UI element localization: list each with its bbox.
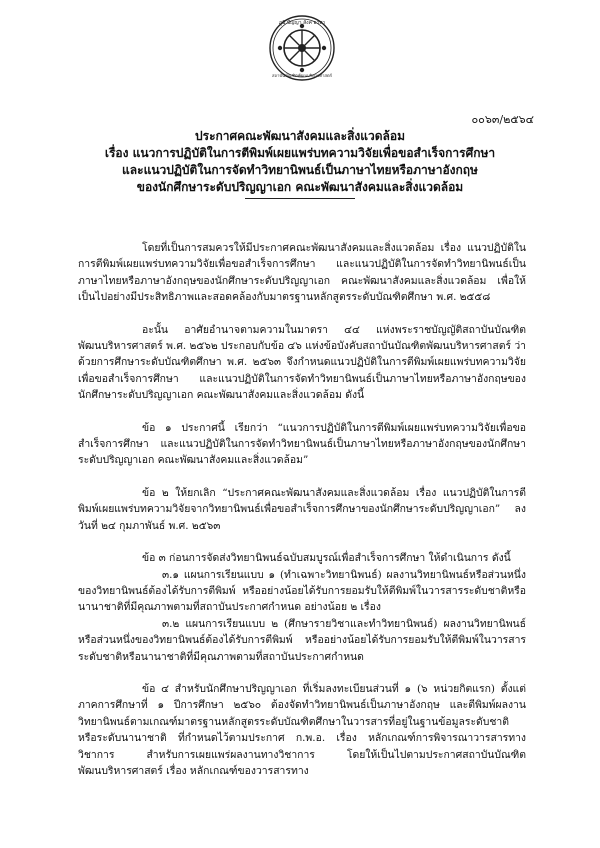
paragraph-clause-2: ข้อ ๒ ให้ยกเลิก “ประกาศคณะพัฒนาสังคมและสิ่งแวดล้อม เรื่อง แนวปฏิบัติในการตีพิมพ์เผยแพร่บทความวิจัยจากวิทยานิพนธ์เพื่อขอสำเร็จการศึกษาของนักศึกษาระดับปริญญาเอก” ลงวันที่ ๒๔ กุมภาพันธ์ พ.ศ. ๒๕๖๓	[78, 486, 526, 532]
dharma-wheel-seal-icon	[268, 14, 336, 82]
paragraph-preamble: โดยที่เป็นการสมควรให้มีประกาศคณะพัฒนาสังคมและสิ่งแวดล้อม เรื่อง แนวปฏิบัติในการตีพิมพ์เผยแพร่บทความวิจัยเพื่อขอสำเร็จการศึกษา และแนวปฏิบัติในการจัดทำวิทยานิพนธ์เป็นภาษาไทยหรือภาษาอังกฤษของนักศึกษาระดับปริญญาเอก คณะพัฒนาสังคมและสิ่งแวดล้อม เพื่อให้เป็นไปอย่างมีประสิทธิภาพและสอดคล้องกับมาตรฐานหลักสูตรระดับบัณฑิตศึกษา พ.ศ. ๒๕๕๘	[78, 242, 526, 304]
announcement-heading	[80, 128, 520, 199]
heading-line-1: ประกาศคณะพัฒนาสังคมและสิ่งแวดล้อม	[195, 129, 405, 143]
paragraph-authority: อะนั้น อาศัยอำนาจตามความในมาตรา ๔๔ แห่งพระราชบัญญัติสถาบันบัณฑิตพัฒนบริหารศาสตร์ พ.ศ. ๒๕๖๒ ประกอบกับข้อ ๔๖ แห่งข้อบังคับสถาบันบัณฑิตพัฒนบริหารศาสตร์ ว่าด้วยการศึกษาระดับบัณฑิตศึกษา พ.ศ. ๒๕๖๓ จึงกำหนดแนวปฏิบัติในการตีพิมพ์เผยแพร่บทความวิจัยเพื่อขอสำเร็จการศึกษา และแนวปฏิบัติในการจัดทำวิทยานิพนธ์เป็นภาษาไทยหรือภาษาอังกฤษของนักศึกษาระดับปริญญาเอก คณะพัฒนาสังคมและสิ่งแวดล้อม ดังนี้	[78, 323, 526, 402]
paragraph-clause-4: ข้อ ๔ สำหรับนักศึกษาปริญญาเอก ที่เริ่มลงทะเบียนส่วนที่ ๑ (๖ หน่วยกิตแรก) ตั้งแต่ภาคการศึกษาที่ ๑ ปีการศึกษา ๒๕๖๐ ต้องจัดทำวิทยานิพนธ์เป็นภาษาอังกฤษ และตีพิมพ์ผลงานวิทยานิพนธ์ตามเกณฑ์มาตรฐานหลักสูตรระดับบัณฑิตศึกษาในวารสารที่อยู่ในฐานข้อมูลระดับชาติ หรือระดับนานาชาติ ที่กำหนดไว้ตามประกาศ ก.พ.อ. เรื่อง หลักเกณฑ์การพิจารณาวารสารทางวิชาการ สำหรับการเผยแพร่ผลงานทางวิชาการ โดยให้เป็นไปตามประกาศสถาบันบัณฑิตพัฒนบริหารศาสตร์ เรื่อง หลักเกณฑ์ของวารสารทาง	[78, 682, 526, 777]
paragraph-clause-3-2: ๓.๒ แผนการเรียนแบบ ๒ (ศึกษารายวิชาและทำวิทยานิพนธ์) ผลงานวิทยานิพนธ์หรือส่วนหนึ่งของวิทยานิพนธ์ต้องได้รับการตีพิมพ์ หรืออย่างน้อยได้รับการยอมรับให้ตีพิมพ์ในวารสารระดับชาติหรือนานาชาติที่มีคุณภาพตามที่สถาบันประกาศกำหนด	[78, 617, 526, 663]
paragraph-clause-3-1: ๓.๑ แผนการเรียนแบบ ๑ (ทำเฉพาะวิทยานิพนธ์) ผลงานวิทยานิพนธ์หรือส่วนหนึ่งของวิทยานิพนธ์ต้องได้รับการตีพิมพ์ หรืออย่างน้อยได้รับการยอมรับให้ตีพิมพ์ในวารสารระดับชาติหรือนานาชาติที่มีคุณภาพตามที่สถาบันประกาศกำหนด อย่างน้อย ๒ เรื่อง	[78, 568, 526, 614]
seal-motto-text: ภูมิ ปัญญา สังค อาสา	[278, 20, 326, 26]
heading-line-4: ของนักศึกษาระดับปริญญาเอก คณะพัฒนาสังคมและสิ่งแวดล้อม	[136, 180, 464, 194]
heading-line-3: และแนวปฏิบัติในการจัดทำวิทยานิพนธ์เป็นภาษาไทยหรือภาษาอังกฤษ	[122, 163, 478, 177]
announcement-body	[78, 240, 526, 779]
paragraph-clause-1: ข้อ ๑ ประกาศนี้ เรียกว่า “แนวการปฏิบัติในการตีพิมพ์เผยแพร่บทความวิจัยเพื่อขอสำเร็จการศึกษา และแนวปฏิบัติในการจัดทำวิทยานิพนธ์เป็นภาษาไทยหรือภาษาอังกฤษของนักศึกษาระดับปริญญาเอก คณะพัฒนาสังคมและสิ่งแวดล้อม”	[78, 421, 526, 467]
document-number: ๐๐๖๓/๒๕๖๔	[471, 113, 534, 126]
seal-institution-text: สถาบันบัณฑิตพัฒนบริหารศาสตร์	[272, 73, 332, 78]
heading-underline	[245, 198, 355, 199]
heading-line-2: เรื่อง แนวการปฏิบัติในการตีพิมพ์เผยแพร่บทความวิจัยเพื่อขอสำเร็จการศึกษา	[104, 146, 496, 160]
paragraph-clause-3: ข้อ ๓ ก่อนการจัดส่งวิทยานิพนธ์ฉบับสมบูรณ์เพื่อสำเร็จการศึกษา ให้ดำเนินการ ดังนี้	[142, 552, 511, 565]
